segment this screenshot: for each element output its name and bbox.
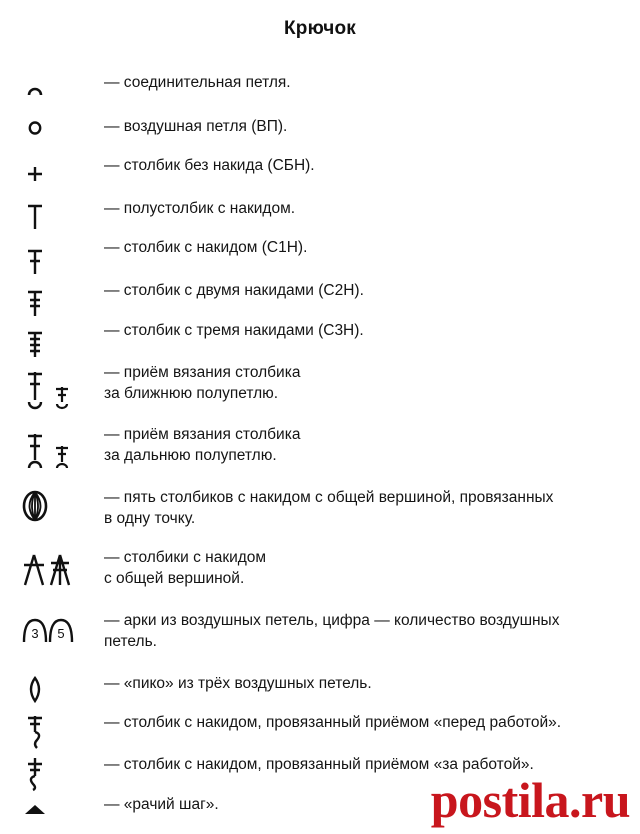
legend-description: — полустолбик с накидом. — [104, 200, 296, 217]
front-post-stitch-icon — [20, 712, 84, 752]
legend-description: — столбик с тремя накидами (С3Н). — [104, 322, 364, 339]
legend-description: — воздушная петля (ВП). — [104, 118, 288, 135]
single-crochet-icon — [20, 155, 84, 195]
page-title: Крючок — [283, 18, 357, 39]
watermark: postila.ru — [430, 772, 630, 828]
legend-description: — столбик без накида (СБН). — [104, 157, 315, 174]
legend-description: — «рачий шаг». — [104, 796, 219, 813]
chain-arch-icon — [20, 612, 84, 652]
picot-icon — [20, 673, 84, 713]
back-loop-stitch-icon — [20, 424, 84, 472]
legend-description: — пять столбиков с накидом с общей вершиной, провязанных в одну точку. — [104, 489, 554, 527]
front-loop-stitch-icon — [20, 362, 84, 410]
legend-description: — столбик с накидом, провязанный приёмом «за работой». — [104, 756, 534, 773]
chain-stitch-icon — [20, 116, 84, 156]
legend-description: — столбик с накидом, провязанный приёмом «перед работой». — [104, 714, 562, 731]
crab-stitch-icon — [20, 794, 84, 834]
legend-description: — «пико» из трёх воздушных петель. — [104, 675, 372, 692]
double-treble-crochet-icon — [20, 320, 84, 360]
arch-number: 3 — [31, 626, 39, 641]
legend-description: — столбики с накидом с общей вершиной. — [104, 549, 267, 587]
back-post-stitch-icon — [20, 754, 84, 794]
legend-description: — приём вязания столбика за ближнюю полупетлю. — [104, 364, 301, 402]
legend-description: — арки из воздушных петель, цифра — количество воздушных петель. — [104, 612, 560, 650]
double-crochet-icon — [20, 237, 84, 277]
shell-five-stitches-icon — [20, 487, 84, 527]
cluster-common-top-icon — [20, 549, 84, 589]
treble-crochet-icon — [20, 280, 84, 320]
half-double-crochet-icon — [20, 198, 84, 238]
legend-description: — столбик с двумя накидами (С2Н). — [104, 282, 364, 299]
legend-description: — соединительная петля. — [104, 74, 291, 91]
legend-description: — столбик с накидом (С1Н). — [104, 239, 308, 256]
legend-description: — приём вязания столбика за дальнюю полупетлю. — [104, 426, 301, 464]
arch-number: 5 — [57, 626, 65, 641]
slip-stitch-icon — [20, 76, 84, 116]
